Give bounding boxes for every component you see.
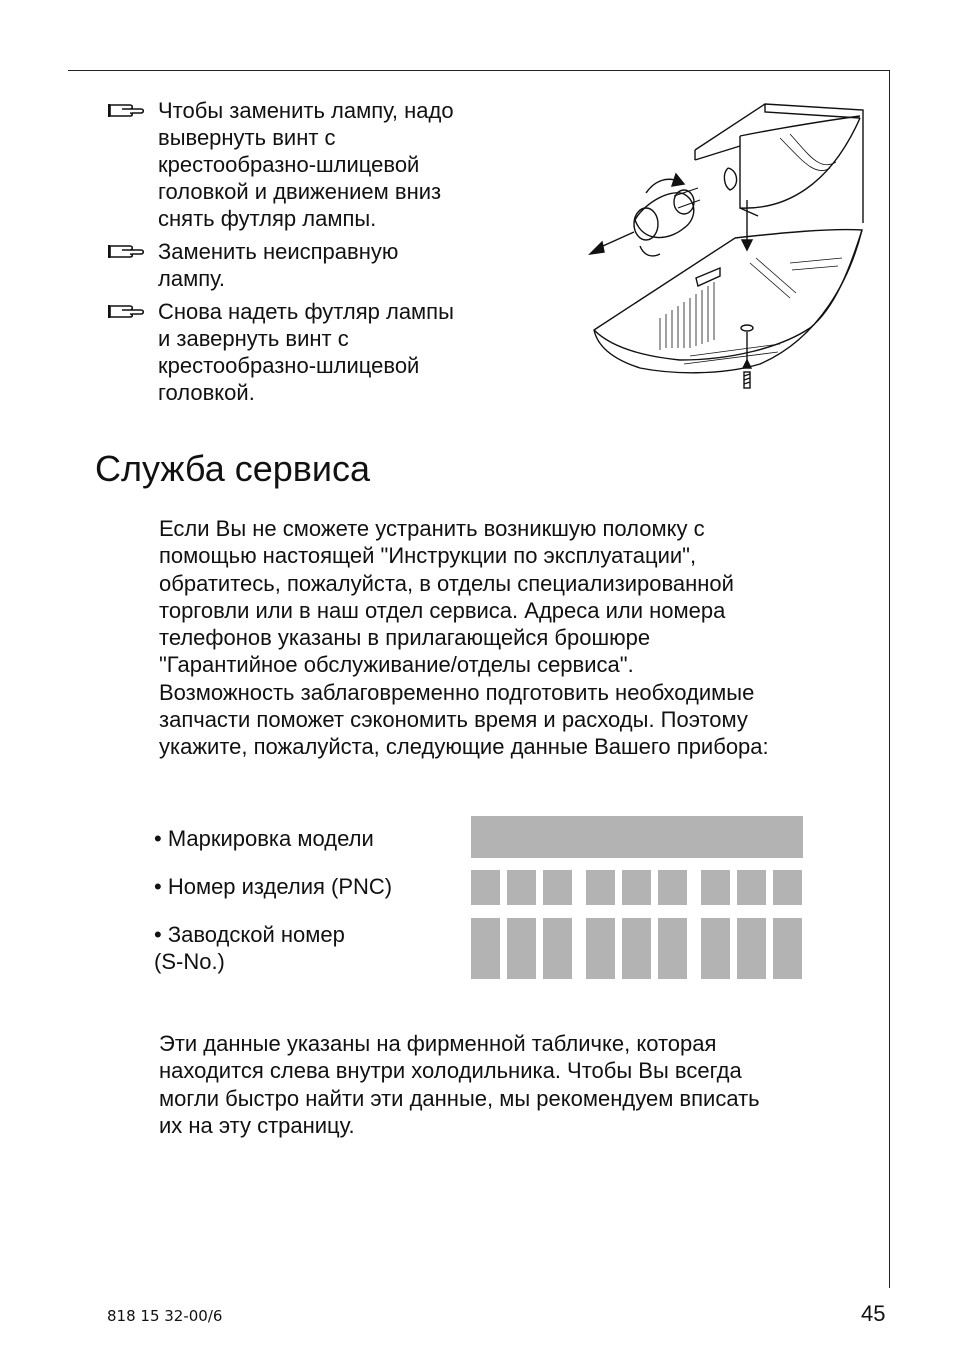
pnc-digit-box[interactable]: [622, 870, 651, 905]
instruction-text: Чтобы заменить лампу, надо вывернуть винт с крестообразно-шлицевой головкой и движением вниз снять футляр лампы.: [158, 98, 454, 231]
lamp-replacement-illustration: [580, 98, 870, 400]
serial-digit-box[interactable]: [622, 918, 651, 979]
serial-digit-box[interactable]: [543, 918, 572, 979]
field-label-pnc: • Номер изделия (PNC): [154, 874, 393, 899]
serial-digit-box[interactable]: [471, 918, 500, 979]
pnc-digit-box[interactable]: [507, 870, 536, 905]
pnc-digit-box[interactable]: [658, 870, 687, 905]
pnc-digit-box[interactable]: [471, 870, 500, 905]
section-title: Служба сервиса: [95, 448, 371, 489]
pnc-digit-box[interactable]: [701, 870, 730, 905]
instruction-step: [108, 298, 528, 406]
serial-digit-box[interactable]: [658, 918, 687, 979]
top-rule: [68, 70, 890, 71]
right-rule: [889, 70, 890, 1288]
outro-paragraph: Эти данные указаны на фирменной табличке, которая находится слева внутри холодильника. Чтобы Вы всегда могли быстро найти эти данные, мы рекомендуем вписать их на эту страницу.: [159, 1031, 760, 1138]
page-number: 45: [861, 1301, 886, 1326]
field-label-model: • Маркировка модели: [154, 826, 374, 851]
instruction-step: [108, 97, 528, 232]
instruction-text: Заменить неисправную лампу.: [158, 239, 399, 291]
instruction-list: [108, 97, 528, 412]
intro-paragraph: Если Вы не сможете устранить возникшую поломку с помощью настоящей "Инструкции по эксплуатации", обратитесь, пожалуйста, в отделы специализированной торговли или в наш отдел сервиса. Адреса или номера телефонов указаны в прилагающейся брошюре "Гарантийное обслуживание/отделы сервиса". Возможность заблаговременно подготовить необходимые запчасти поможет сэкономить время и расходы. Поэтому укажите, пожалуйста, следующие данные Вашего прибора:: [159, 516, 769, 760]
pnc-digit-box[interactable]: [586, 870, 615, 905]
serial-digit-box[interactable]: [586, 918, 615, 979]
pointing-hand-icon: [108, 238, 158, 265]
serial-digit-box[interactable]: [701, 918, 730, 979]
pnc-digit-box[interactable]: [773, 870, 802, 905]
document-code: 818 15 32-00/6: [107, 1307, 223, 1325]
model-input-box[interactable]: [471, 816, 803, 858]
pnc-digit-box[interactable]: [543, 870, 572, 905]
serial-digit-box[interactable]: [737, 918, 766, 979]
serial-digit-box[interactable]: [773, 918, 802, 979]
pnc-digit-box[interactable]: [737, 870, 766, 905]
instruction-step: [108, 238, 528, 292]
field-label-serial: • Заводской номер (S-No.): [154, 922, 345, 974]
serial-digit-box[interactable]: [507, 918, 536, 979]
instruction-text: Снова надеть футляр лампы и завернуть винт с крестообразно-шлицевой головкой.: [158, 299, 454, 405]
pointing-hand-icon: [108, 97, 158, 124]
pointing-hand-icon: [108, 298, 158, 325]
